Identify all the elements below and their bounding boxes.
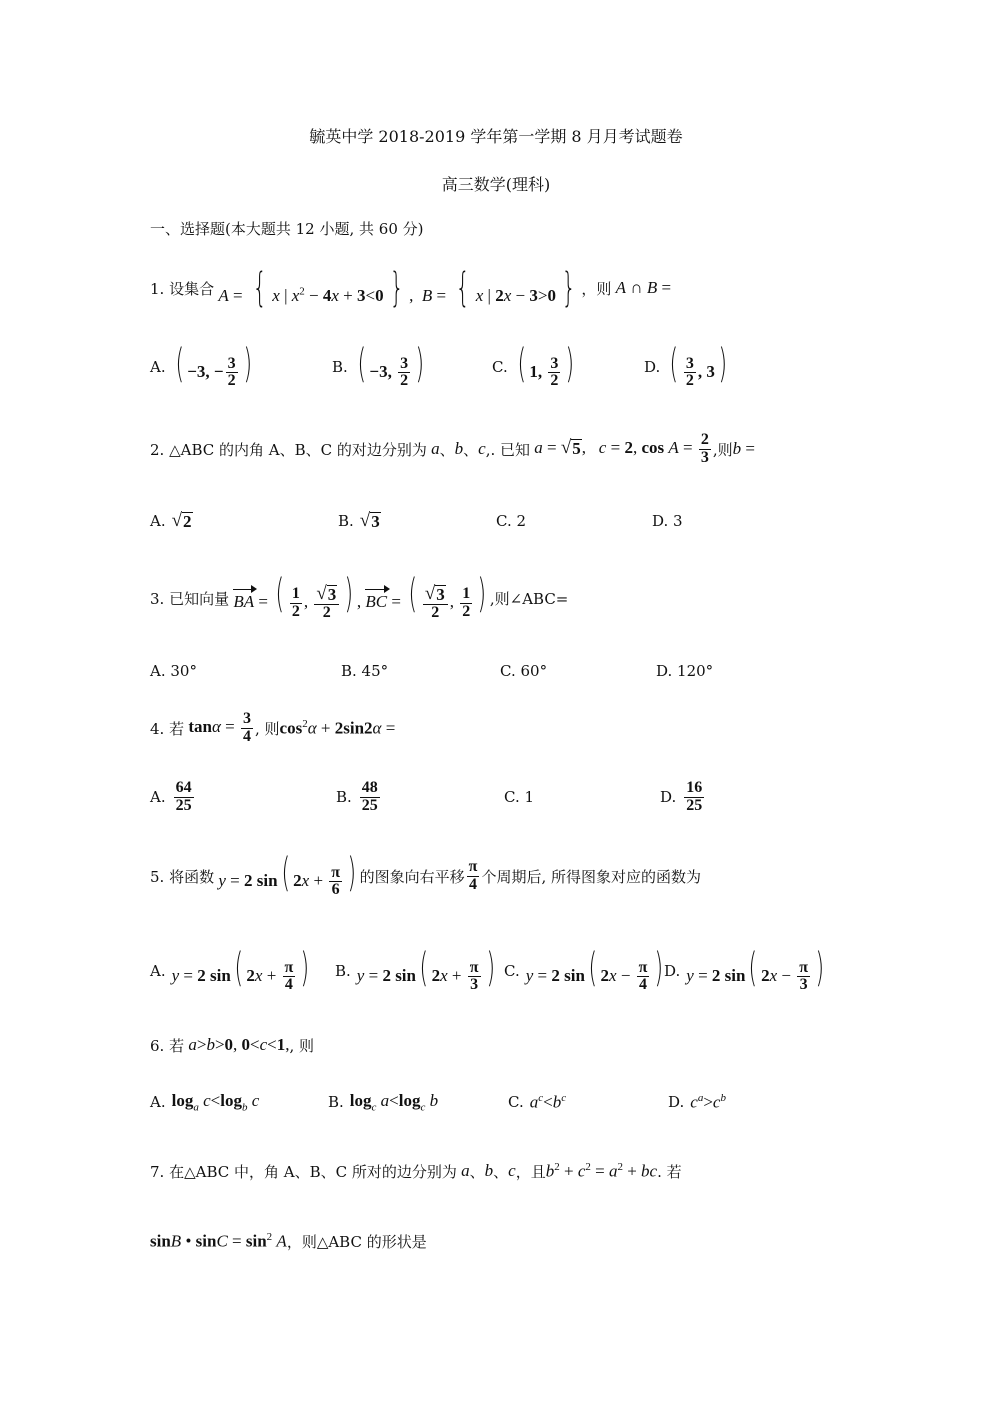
q5-option-d [664, 946, 828, 996]
q4-option-a [150, 772, 196, 822]
q2-option-d: D. 3 [652, 512, 683, 530]
question-5 [150, 850, 701, 902]
q5-end: 个周期后, 所得图象对应的函数为 [481, 867, 701, 886]
q6-option-b [328, 1077, 438, 1127]
option-math: y = 2 sin( 2x + $\frac{\pi}{3}$ ) [356, 944, 495, 994]
option-math: ( −3, − $\frac{3}{2}$ ) [175, 340, 252, 390]
q2-options [150, 496, 850, 546]
q6-condition: a>b>0, 0<c<1, [188, 1035, 290, 1054]
exam-subtitle: 高三数学(理科) [441, 175, 551, 194]
q2-sep2: 、 [463, 440, 479, 459]
question-3 [150, 572, 568, 624]
option-label: C. [492, 358, 508, 376]
question-7-line2 [150, 1226, 427, 1256]
q1-option-c [492, 342, 578, 392]
q4-label: 4. 若 [150, 719, 185, 738]
q3-option-d: D. 120° [656, 662, 714, 680]
q4-given: tanα = $\frac{3}{4}$ [188, 709, 251, 745]
exam-title: 毓英中学 2018-2019 学年第一学期 8 月月考试题卷 [309, 127, 683, 146]
q2-formula: a = √ 5 , c = 2, cos A = $\frac{2}{3}$ [534, 430, 709, 466]
q3-option-c: C. 60° [500, 662, 548, 680]
q5-option-b [335, 946, 498, 996]
q3-formula: BA = ( $\frac{1}{2}$ , √ 3 2 ) , BC = ( √ 3 2 , $\frac{1}{2}$ ) [233, 571, 487, 622]
q2-label: 2. △ABC 的内角 A、B、C 的对边分别为 [150, 440, 427, 459]
q3-ask: ,则∠ABC= [489, 589, 569, 608]
option-label: A. [150, 962, 166, 980]
q1-option-b [332, 342, 428, 392]
q2-var-c: c [478, 439, 486, 458]
option-math: $\frac{48}{25}$ [361, 778, 378, 814]
q6-label: 6. 若 [150, 1036, 185, 1055]
q6-option-d [668, 1077, 726, 1127]
q1-formula: A = { x | $x^2 - 4x + 3<0$ } , B = { x | 2x − 3>0 } [218, 265, 576, 311]
option-math: y = 2 sin( 2x − $\frac{\pi}{3}$ ) [686, 944, 825, 994]
q7-label: 7. 在△ABC 中，角 A、B、C 所对的边分别为 [150, 1162, 457, 1181]
q4-option-c: C. 1 [504, 788, 535, 806]
option-label: B. [332, 358, 348, 376]
q2-known: ,. 已知 [485, 440, 531, 459]
option-math: y = 2 sin( 2x + $\frac{\pi}{4}$ ) [171, 944, 310, 994]
q1-option-d [644, 342, 730, 392]
q1-label: 1. 设集合 [150, 279, 215, 298]
option-math: √ 2 [171, 510, 192, 532]
q3-option-a: A. 30° [150, 662, 197, 680]
q2-sep1: 、 [439, 440, 455, 459]
q5-option-c [504, 946, 667, 996]
option-label: D. [660, 788, 677, 806]
q1-option-a [150, 342, 255, 392]
option-math: ( 1, $\frac{3}{2}$ ) [517, 340, 575, 390]
option-math: $\log_a c<\log_b$ c [171, 1090, 260, 1114]
q4-option-b [336, 772, 382, 822]
q5-options [150, 946, 830, 996]
q7-var-a: a [456, 1161, 470, 1180]
q5-label: 5. 将函数 [150, 867, 215, 886]
q6-option-c [508, 1077, 566, 1127]
option-label: B. [328, 1093, 344, 1111]
q7-equation: $b^2 + c^2 = a^2$ + bc [545, 1160, 658, 1181]
option-math: $\frac{16}{25}$ [686, 778, 703, 814]
option-label: C. [504, 962, 520, 980]
q2-option-c: C. 2 [496, 512, 527, 530]
option-math: $c^a>c^b$ [690, 1091, 726, 1112]
q2-target: b [732, 439, 742, 458]
option-label: A. [150, 512, 166, 530]
q3-option-b: B. 45° [341, 662, 389, 680]
q2-var-b: b [454, 439, 464, 458]
option-label: C. [508, 1093, 524, 1111]
option-label: B. [335, 962, 351, 980]
q1-options [150, 342, 850, 392]
option-math: y = 2 sin( 2x − $\frac{\pi}{4}$ ) [525, 944, 664, 994]
q5-mid: 的图象向右平移 [359, 867, 465, 886]
option-label: B. [336, 788, 352, 806]
q6-options [150, 1077, 850, 1127]
q4-ask: , 则 [255, 719, 280, 738]
q7-ask: ，则△ABC 的形状是 [286, 1232, 427, 1251]
q2-option-a [150, 496, 193, 546]
option-math: $\frac{64}{25}$ [175, 778, 192, 814]
section-heading: 一、选择题(本大题共 12 小题, 共 60 分) [150, 220, 424, 238]
q6-end: , 则 [289, 1036, 315, 1055]
q5-option-a [150, 946, 313, 996]
option-label: D. [664, 962, 681, 980]
q2-var-a: a [426, 439, 440, 458]
q7-end: . 若 [657, 1162, 682, 1181]
option-math: √ 3 [359, 510, 380, 532]
option-math: $a^c<b^c$ [529, 1091, 567, 1112]
q7-var-c: c [508, 1161, 516, 1180]
option-label: D. [644, 358, 661, 376]
q7-mid: ，且 [515, 1162, 546, 1181]
q6-option-a [150, 1077, 259, 1127]
option-math: ( −3, $\frac{3}{2}$ ) [357, 340, 425, 390]
option-label: A. [150, 358, 166, 376]
q1-ask: A ∩ B = [615, 278, 672, 297]
q3-label: 3. 已知向量 [150, 589, 230, 608]
q4-expr: $\cos^2\alpha + 2\sin 2\alpha$ = [279, 717, 396, 738]
q7-sep2: 、 [493, 1162, 509, 1181]
q4-options [150, 772, 850, 822]
q4-option-d [660, 772, 706, 822]
q7-condition: sinB • $\sin C = \sin^2 A$ [150, 1230, 287, 1251]
q3-options [150, 646, 850, 696]
question-2: 2. △ABC 的内角 A、B、C 的对边分别为 a 、 b 、 c ,. 已知 a = √ 5 , c = 2, cos A = $\frac{2}{3}$ ,则 b = [150, 430, 755, 466]
question-4 [150, 704, 395, 752]
option-math: $\log_c a<\log_c$ b [349, 1090, 439, 1114]
option-label: A. [150, 1093, 166, 1111]
q7-sep1: 、 [469, 1162, 485, 1181]
option-label: A. [150, 788, 166, 806]
option-label: D. [668, 1093, 685, 1111]
question-1 [150, 265, 672, 311]
q1-sep: ，则 [581, 279, 612, 298]
q2-ask: ,则 [712, 440, 733, 459]
question-6 [150, 1030, 314, 1060]
q2-option-b [338, 496, 381, 546]
q5-func: y = 2 sin( 2x + $\frac{\pi}{6}$ ) [218, 849, 357, 899]
option-math: ( $\frac{3}{2}$ , 3) [669, 340, 727, 390]
q7-var-b: b [484, 1161, 494, 1180]
option-label: B. [338, 512, 354, 530]
question-7 [150, 1156, 682, 1186]
q5-fraction: $\frac{\pi}{4}$ [468, 857, 478, 893]
